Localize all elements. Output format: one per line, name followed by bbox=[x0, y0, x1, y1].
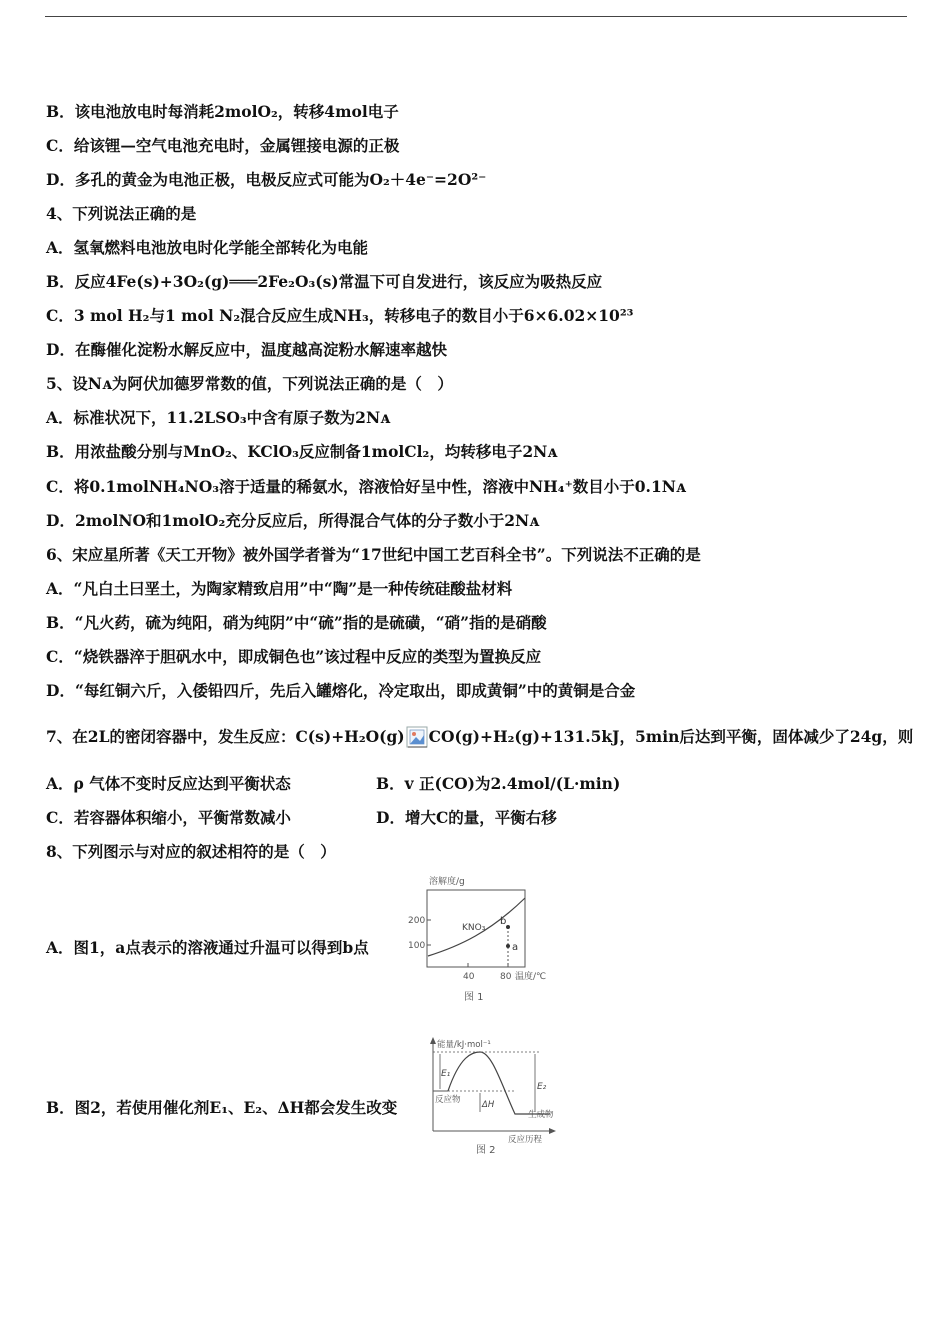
q8-stem: 8、下列图示与对应的叙述相符的是（ ） bbox=[46, 842, 336, 861]
fig1-ytick-100: 100 bbox=[408, 941, 426, 951]
fig1-caption: 图 1 bbox=[464, 992, 484, 1003]
fig1-ylabel: 溶解度/g bbox=[429, 877, 465, 887]
fig1-point-a-label: a bbox=[512, 942, 519, 953]
fig2-e2-label: E₂ bbox=[537, 1082, 547, 1092]
q4-option-a: A．氢氧燃料电池放电时化学能全部转化为电能 bbox=[46, 238, 369, 257]
q6-option-c: C．“烧铁器淬于胆矾水中，即成铜色也”该过程中反应的类型为置换反应 bbox=[46, 647, 542, 666]
fig1-xlabel: 温度/℃ bbox=[515, 972, 547, 982]
top-rule bbox=[45, 16, 907, 17]
q7-option-b: B．v 正(CO)为2.4mol/(L·min) bbox=[376, 774, 621, 793]
q7-option-c: C．若容器体积缩小，平衡常数减小 bbox=[46, 808, 291, 827]
q7-stem bbox=[46, 726, 913, 748]
figure-1-solubility-curve bbox=[400, 872, 560, 1007]
q5-option-c: C．将0.1molNH₄NO₃溶于适量的稀氨水，溶液恰好呈中性，溶液中NH₄⁺数目小于0.1Nᴀ bbox=[46, 477, 686, 496]
fig1-curve-label: KNO₃ bbox=[462, 923, 486, 933]
q7-option-a: A．ρ 气体不变时反应达到平衡状态 bbox=[46, 774, 291, 793]
fig1-point-b bbox=[506, 925, 510, 929]
fig1-xtick-80: 80 bbox=[500, 972, 512, 982]
fig1-xtick-40: 40 bbox=[463, 972, 475, 982]
q8-option-b: B．图2，若使用催化剂E₁、E₂、ΔH都会发生改变 bbox=[46, 1098, 398, 1117]
q3-option-c: C．给该锂—空气电池充电时，金属锂接电源的正极 bbox=[46, 136, 400, 155]
q5-stem: 5、设Nᴀ为阿伏加德罗常数的值，下列说法正确的是（ ） bbox=[46, 374, 453, 393]
q5-option-d: D．2molNO和1molO₂充分反应后，所得混合气体的分子数小于2Nᴀ bbox=[46, 511, 540, 530]
fig2-caption: 图 2 bbox=[476, 1145, 496, 1156]
fig1-ytick-200: 200 bbox=[408, 916, 426, 926]
figure-2-energy-diagram bbox=[420, 1036, 570, 1158]
q4-stem: 4、下列说法正确的是 bbox=[46, 204, 197, 223]
q6-option-a: A．“凡白土曰垩土，为陶家精致启用”中“陶”是一种传统硅酸盐材料 bbox=[46, 579, 513, 598]
fig2-e1-label: E₁ bbox=[441, 1069, 451, 1079]
q4-option-d: D．在酶催化淀粉水解反应中，温度越高淀粉水解速率越快 bbox=[46, 340, 447, 359]
fig2-xlabel: 反应历程 bbox=[508, 1135, 543, 1145]
q4-option-c: C．3 mol H₂与1 mol N₂混合反应生成NH₃，转移电子的数目小于6×6.02×10²³ bbox=[46, 306, 634, 325]
q7-option-d: D．增大C的量，平衡右移 bbox=[376, 808, 557, 827]
q5-option-a: A．标准状况下，11.2LSO₃中含有原子数为2Nᴀ bbox=[46, 408, 391, 427]
q8-option-a: A．图1，a点表示的溶液通过升温可以得到b点 bbox=[46, 938, 369, 957]
fig2-reactant-label: 反应物 bbox=[435, 1095, 461, 1105]
q4-option-b: B．反应4Fe(s)+3O₂(g)═══2Fe₂O₃(s)常温下可自发进行，该反应为吸热反应 bbox=[46, 272, 603, 291]
fig2-product-label: 生成物 bbox=[528, 1110, 554, 1120]
q7-stem-post: CO(g)+H₂(g)+131.5kJ，5min后达到平衡，固体减少了24g，则 bbox=[428, 727, 914, 746]
q6-stem: 6、宋应星所著《天工开物》被外国学者誉为“17世纪中国工艺百科全书”。下列说法不正确的是 bbox=[46, 545, 701, 564]
q3-option-d: D．多孔的黄金为电池正极，电极反应式可能为O₂＋4e⁻=2O²⁻ bbox=[46, 170, 487, 189]
fig1-point-a bbox=[506, 944, 510, 948]
q3-option-b: B．该电池放电时每消耗2molO₂，转移4mol电子 bbox=[46, 102, 399, 121]
fig1-point-b-label: b bbox=[500, 916, 507, 927]
q6-option-d: D．“每红铜六斤，入倭铅四斤，先后入罐熔化，冷定取出，即成黄铜”中的黄铜是合金 bbox=[46, 681, 636, 700]
q5-option-b: B．用浓盐酸分别与MnO₂、KClO₃反应制备1molCl₂，均转移电子2Nᴀ bbox=[46, 442, 558, 461]
q6-option-b: B．“凡火药，硫为纯阳，硝为纯阴”中“硫”指的是硫磺，“硝”指的是硝酸 bbox=[46, 613, 547, 632]
fig2-ylabel: 能量/kJ·mol⁻¹ bbox=[437, 1040, 491, 1050]
q7-stem-pre: 7、在2L的密闭容器中，发生反应：C(s)+H₂O(g) bbox=[46, 727, 405, 746]
equilibrium-arrow-image-icon bbox=[406, 726, 428, 748]
fig2-dh-label: ΔH bbox=[482, 1100, 495, 1110]
